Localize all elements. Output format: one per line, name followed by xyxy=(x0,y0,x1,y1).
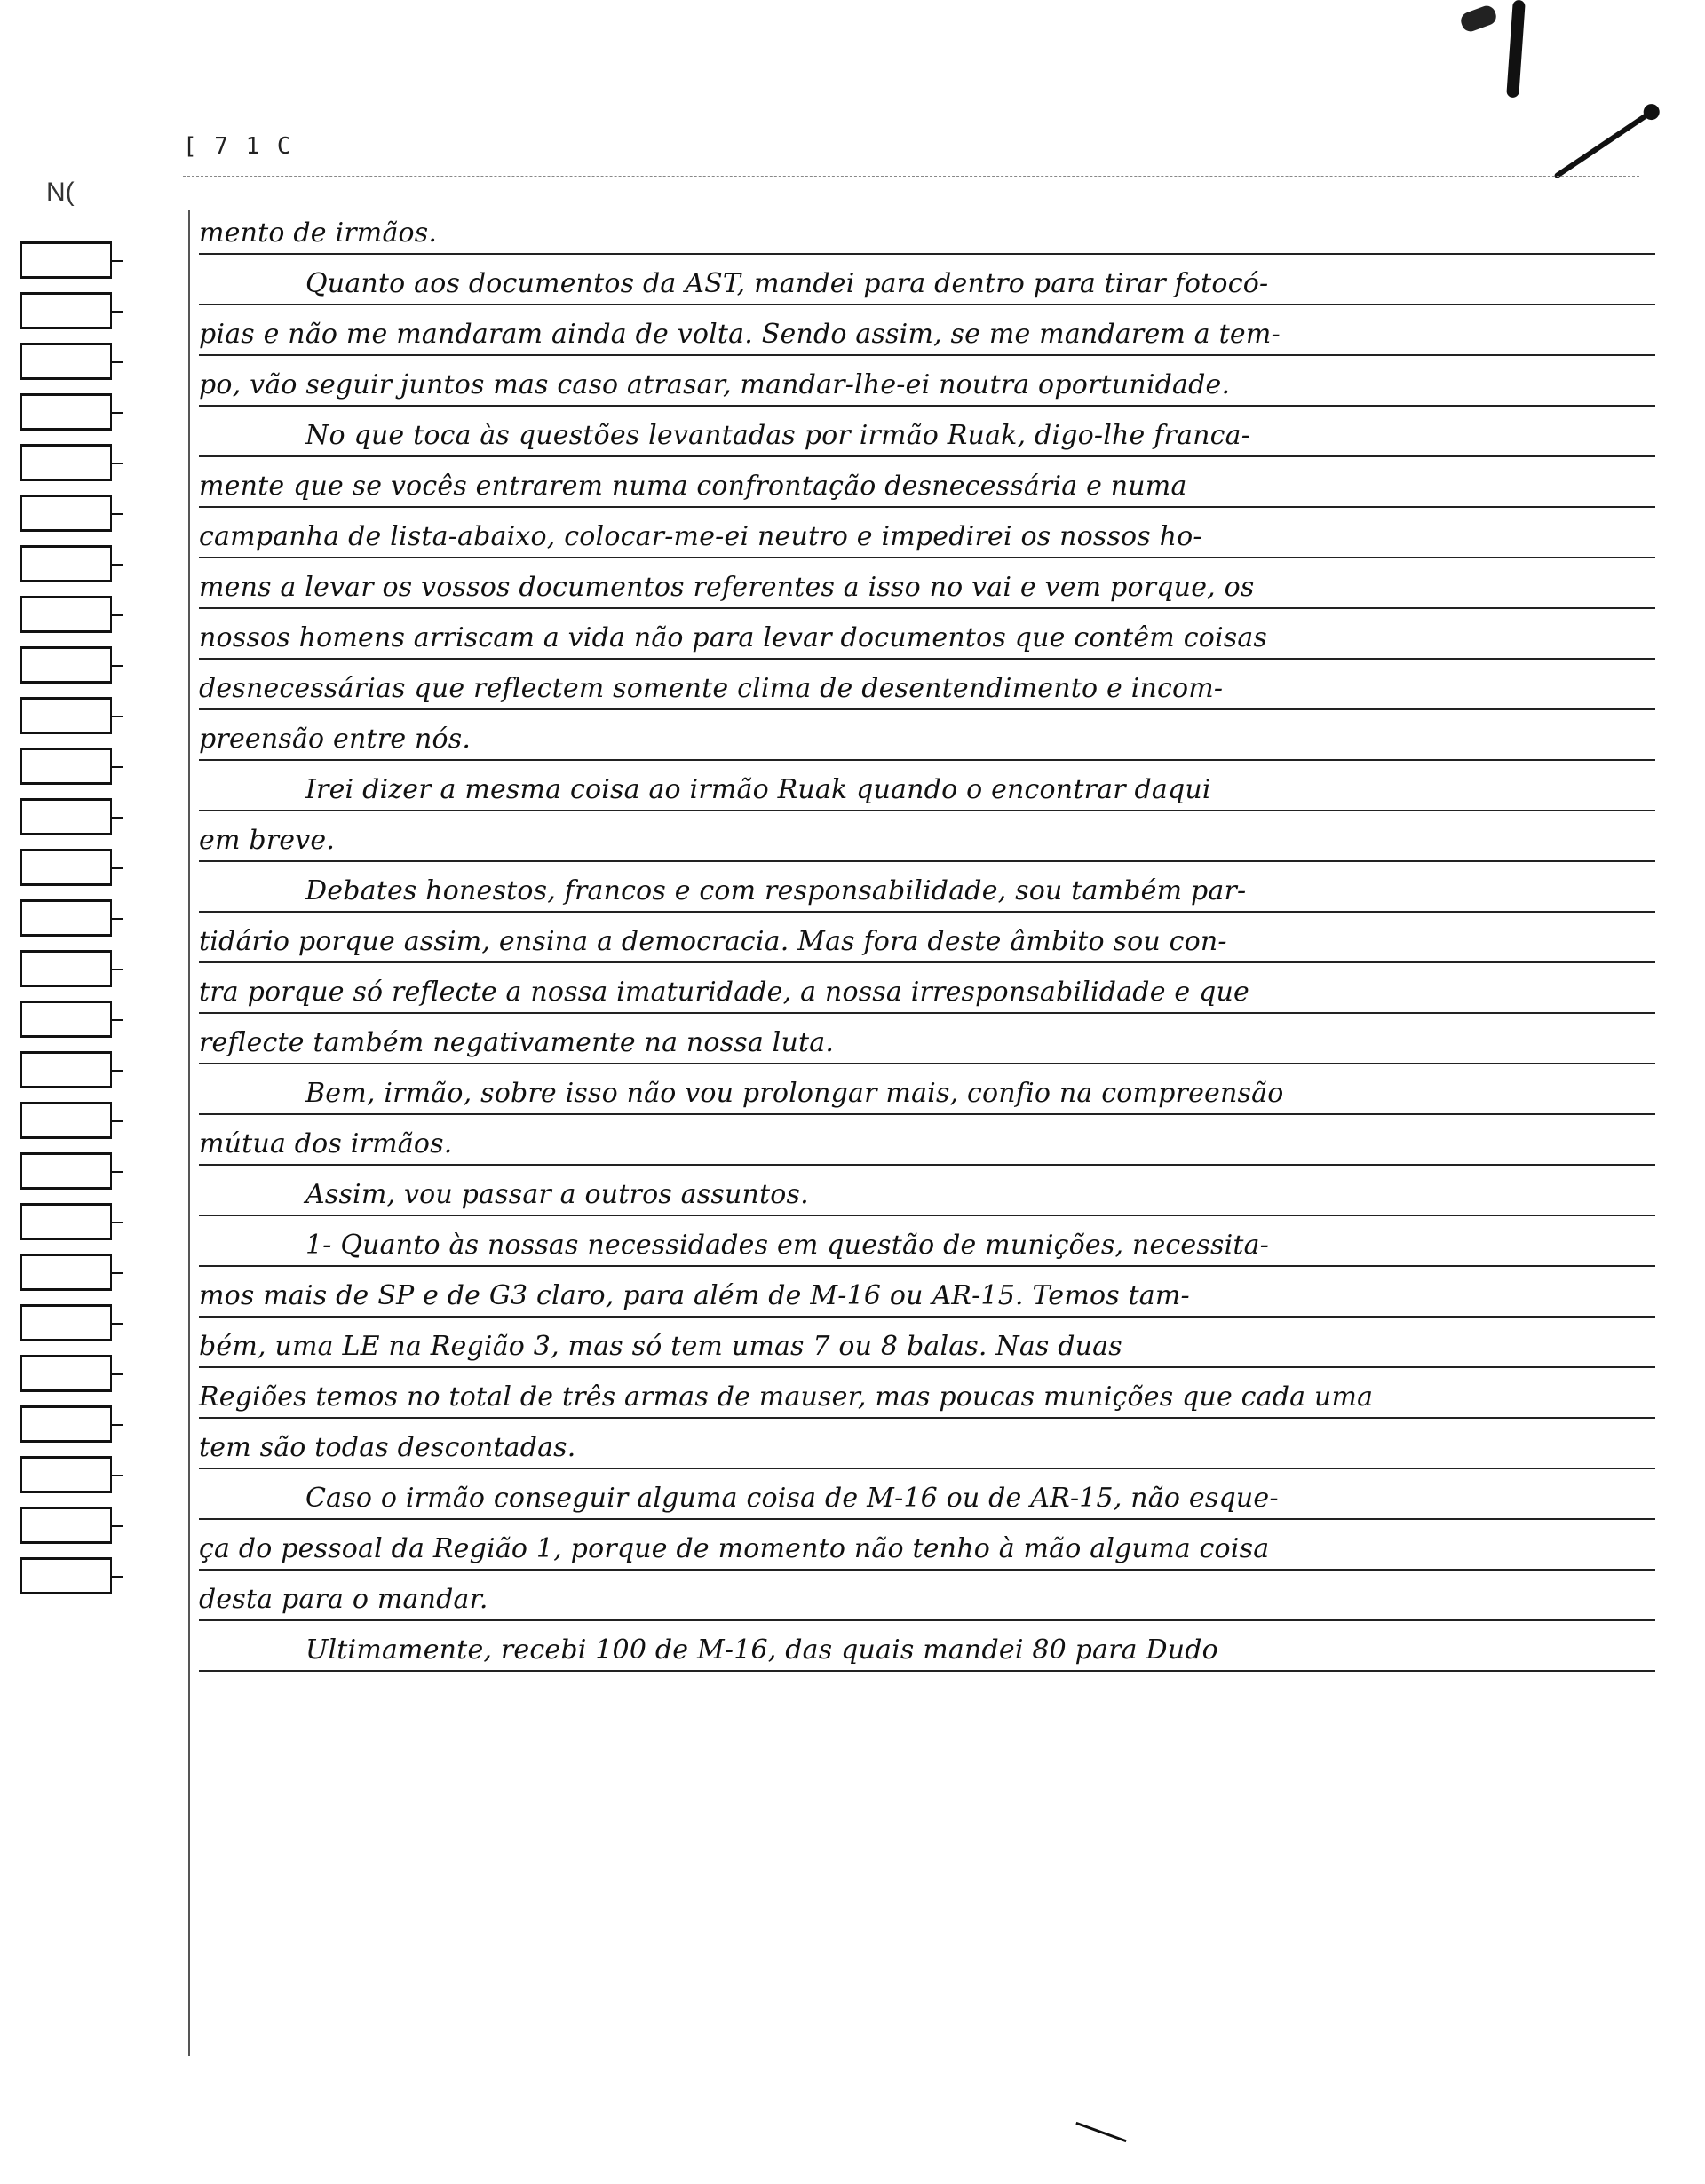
text-line xyxy=(199,1318,1655,1368)
line-text: Bem, irmão, sobre isso não vou prolongar mais, confio na compreensão xyxy=(305,1078,1284,1109)
margin-box xyxy=(20,646,112,684)
margin-box xyxy=(20,1254,112,1291)
line-text: preensão entre nós. xyxy=(199,724,472,755)
line-text: Regiões temos no total de três armas de mauser, mas poucas munições que cada uma xyxy=(199,1381,1374,1412)
margin-box xyxy=(20,899,112,937)
margin-box xyxy=(20,1203,112,1240)
text-line xyxy=(199,1014,1655,1064)
text-line xyxy=(199,862,1655,913)
line-text: mútua dos irmãos. xyxy=(199,1128,453,1159)
text-line xyxy=(199,558,1655,609)
margin-box xyxy=(20,1001,112,1038)
margin-box xyxy=(20,1304,112,1341)
ink-smudge xyxy=(1458,4,1498,34)
line-text: Ultimamente, recebi 100 de M-16, das quais mandei 80 para Dudo xyxy=(305,1634,1218,1666)
text-line xyxy=(199,1368,1655,1419)
text-line xyxy=(199,1419,1655,1469)
text-line xyxy=(199,660,1655,710)
handwritten-text xyxy=(199,204,1655,1672)
line-text: mento de irmãos. xyxy=(199,218,438,249)
line-text: desnecessárias que reflectem somente clima de desentendimento e incom- xyxy=(199,673,1224,704)
margin-box xyxy=(20,1507,112,1544)
line-text: mens a levar os vossos documentos referentes a isso no vai e vem porque, os xyxy=(199,572,1255,603)
text-line xyxy=(199,1267,1655,1318)
text-line xyxy=(199,609,1655,660)
margin-box xyxy=(20,1051,112,1088)
margin-box xyxy=(20,393,112,431)
margin-box xyxy=(20,1152,112,1190)
margin-box xyxy=(20,697,112,734)
margin-box xyxy=(20,1405,112,1443)
line-text: tidário porque assim, ensina a democracia. Mas fora deste âmbito sou con- xyxy=(199,926,1227,957)
margin-box xyxy=(20,241,112,279)
line-text: nossos homens arriscam a vida não para levar documentos que contêm coisas xyxy=(199,622,1268,653)
text-line xyxy=(199,811,1655,862)
margin-box xyxy=(20,1557,112,1594)
margin-box xyxy=(20,545,112,582)
text-line xyxy=(199,1115,1655,1166)
margin-box xyxy=(20,748,112,785)
text-line xyxy=(199,305,1655,356)
header-rule xyxy=(183,176,1639,177)
text-line xyxy=(199,1469,1655,1520)
line-text: Irei dizer a mesma coisa ao irmão Ruak quando o encontrar daqui xyxy=(305,774,1211,805)
ink-smudge xyxy=(1506,0,1526,98)
text-line xyxy=(199,710,1655,761)
margin-box xyxy=(20,849,112,886)
text-line xyxy=(199,508,1655,558)
text-line xyxy=(199,1064,1655,1115)
line-text: reflecte também negativamente na nossa luta. xyxy=(199,1027,835,1058)
header-code: [ 7 1 C xyxy=(183,133,293,160)
margin-box xyxy=(20,950,112,987)
line-text: campanha de lista-abaixo, colocar-me-ei neutro e impedirei os nossos ho- xyxy=(199,521,1202,552)
margin-box xyxy=(20,444,112,481)
margin-box xyxy=(20,292,112,329)
margin-box xyxy=(20,1456,112,1493)
text-line xyxy=(199,761,1655,811)
line-text: Quanto aos documentos da AST, mandei para dentro para tirar fotocó- xyxy=(305,268,1269,299)
text-line xyxy=(199,1520,1655,1571)
margin-box xyxy=(20,1355,112,1392)
text-line xyxy=(199,913,1655,963)
text-line xyxy=(199,1621,1655,1672)
text-line xyxy=(199,1216,1655,1267)
line-text: 1- Quanto às nossas necessidades em questão de munições, necessita- xyxy=(305,1230,1270,1261)
text-line xyxy=(199,356,1655,407)
text-line xyxy=(199,407,1655,457)
line-text: Assim, vou passar a outros assuntos. xyxy=(305,1179,809,1210)
text-line xyxy=(199,204,1655,255)
margin-boxes xyxy=(20,241,121,1608)
line-text: Caso o irmão conseguir alguma coisa de M-16 ou de AR-15, não esque- xyxy=(305,1483,1279,1514)
margin-box xyxy=(20,596,112,633)
margin-box xyxy=(20,798,112,835)
line-text: mente que se vocês entrarem numa confrontação desnecessária e numa xyxy=(199,471,1187,502)
margin-label: N( xyxy=(46,178,75,207)
text-line xyxy=(199,457,1655,508)
line-text: tem são todas descontadas. xyxy=(199,1432,576,1463)
text-line xyxy=(199,963,1655,1014)
line-text: tra porque só reflecte a nossa imaturidade, a nossa irresponsabilidade e que xyxy=(199,977,1249,1008)
text-line xyxy=(199,1166,1655,1216)
text-line xyxy=(199,255,1655,305)
line-text: Debates honestos, francos e com responsabilidade, sou também par- xyxy=(305,875,1247,906)
line-text: em breve. xyxy=(199,825,336,856)
line-text: bém, uma LE na Região 3, mas só tem umas 7 ou 8 balas. Nas duas xyxy=(199,1331,1122,1362)
margin-rule xyxy=(188,210,190,2056)
text-line xyxy=(199,1571,1655,1621)
margin-box xyxy=(20,343,112,380)
line-text: mos mais de SP e de G3 claro, para além de M-16 ou AR-15. Temos tam- xyxy=(199,1280,1190,1311)
line-text: po, vão seguir juntos mas caso atrasar, mandar-lhe-ei noutra oportunidade. xyxy=(199,369,1231,400)
pen-mark xyxy=(1553,110,1652,179)
line-text: desta para o mandar. xyxy=(199,1584,488,1615)
margin-box xyxy=(20,495,112,532)
line-text: ça do pessoal da Região 1, porque de momento não tenho à mão alguma coisa xyxy=(199,1533,1270,1564)
line-text: pias e não me mandaram ainda de volta. Sendo assim, se me mandarem a tem- xyxy=(199,319,1281,350)
line-text: No que toca às questões levantadas por irmão Ruak, digo-lhe franca- xyxy=(305,420,1251,451)
margin-box xyxy=(20,1102,112,1139)
